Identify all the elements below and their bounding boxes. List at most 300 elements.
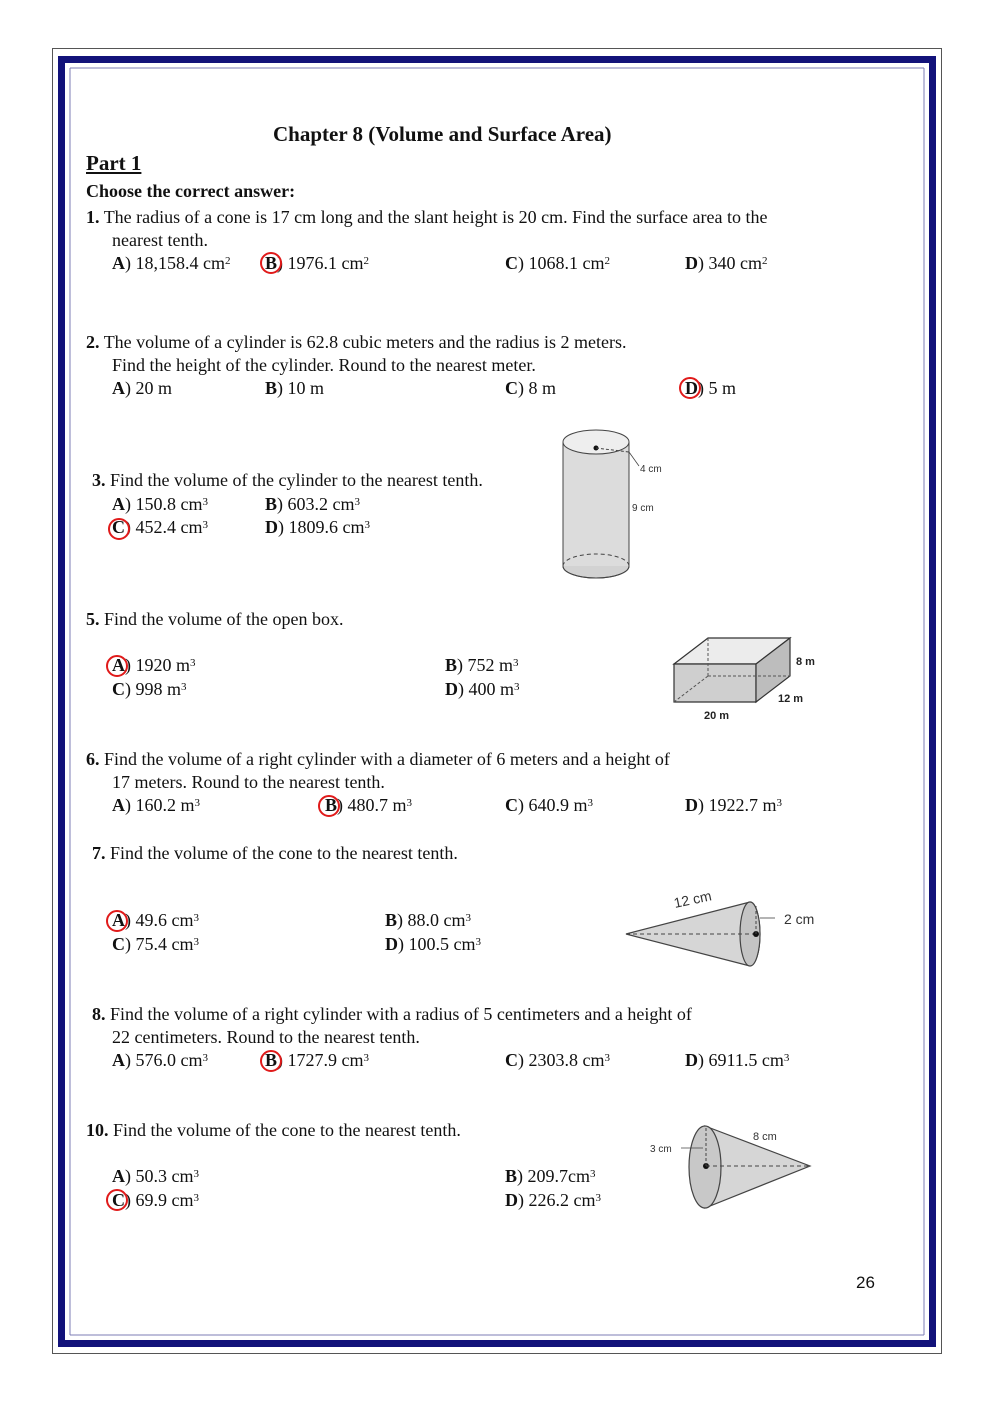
frame-tick: [58, 956, 65, 957]
frame-tick: [688, 56, 689, 63]
open-box-figure: [668, 632, 828, 726]
option-a[interactable]: A) 150.8 $cm^3$: [112, 494, 208, 514]
frame-tick: [929, 86, 936, 87]
frame-tick: [929, 926, 936, 927]
option-d[interactable]: D) 1809.6 $cm^3$: [265, 517, 370, 537]
frame-tick: [929, 596, 936, 597]
option-value: 340 cm: [708, 253, 762, 273]
frame-tick: [58, 1046, 65, 1047]
option-value: 452.4 cm: [135, 517, 203, 537]
option-b[interactable]: B) 1727.9 $cm^3$: [265, 1050, 370, 1070]
option-letter: B: [385, 910, 398, 930]
frame-tick: [418, 1340, 419, 1347]
frame-tick: [718, 56, 719, 63]
option-exponent: 3: [364, 519, 370, 531]
instructions: Choose the correct answer:: [86, 181, 296, 201]
option-c[interactable]: C) 2303.8 $cm^3$: [505, 1050, 610, 1070]
frame-tick: [929, 296, 936, 297]
option-value: 226.2 cm: [528, 1190, 596, 1210]
frame-tick: [58, 386, 65, 387]
frame-tick: [58, 1226, 65, 1227]
option-letter: A: [112, 910, 125, 930]
frame-tick: [268, 56, 269, 63]
question-number: 1.: [86, 207, 100, 227]
option-exponent: 3: [193, 1168, 199, 1180]
frame-tick: [148, 56, 149, 63]
option-d[interactable]: D) 6911.5 $cm^3$: [685, 1050, 790, 1070]
frame-tick: [58, 1136, 65, 1137]
option-value: 2303.8 cm: [528, 1050, 605, 1070]
frame-tick: [478, 1340, 479, 1347]
option-exponent: 2: [604, 255, 610, 267]
question-2: [86, 331, 627, 353]
frame-tick: [868, 1340, 869, 1347]
option-b[interactable]: B) 1976.1 $cm^2$: [265, 253, 370, 273]
frame-tick: [328, 1340, 329, 1347]
frame-tick: [58, 86, 65, 87]
option-letter: D: [505, 1190, 518, 1210]
question-text: Find the volume of the cylinder to the nearest tenth.: [110, 470, 483, 490]
option-b[interactable]: B) 10 m: [265, 378, 325, 398]
part-heading: Part 1: [86, 151, 142, 175]
frame-tick: [538, 1340, 539, 1347]
box-height-label: 8 m: [796, 656, 815, 668]
frame-tick: [58, 596, 65, 597]
box-depth-label: 12 m: [778, 693, 804, 705]
option-value: 1727.9 cm: [287, 1050, 364, 1070]
option-c[interactable]: C) 1068.1 $cm^2$: [505, 253, 610, 273]
option-exponent: 3: [587, 797, 594, 809]
option-value: 576.0 cm: [135, 1050, 203, 1070]
option-value: 1809.6 cm: [288, 517, 365, 537]
frame-tick: [58, 806, 65, 807]
page-title: Chapter 8 (Volume and Surface Area): [273, 122, 612, 146]
frame-tick: [448, 56, 449, 63]
frame-tick: [508, 1340, 509, 1347]
option-d[interactable]: D) 340 $cm^2$: [685, 253, 768, 273]
option-letter: D: [385, 934, 398, 954]
option-exponent: 3: [202, 519, 208, 531]
frame-tick: [929, 686, 936, 687]
frame-tick: [208, 56, 209, 63]
frame-tick: [58, 686, 65, 687]
option-exponent: 3: [776, 797, 783, 809]
question-number: 2.: [86, 332, 100, 352]
frame-tick: [58, 866, 65, 867]
option-value: 69.9 cm: [135, 1190, 194, 1210]
frame-tick: [58, 986, 65, 987]
answer-circle: [318, 795, 340, 817]
frame-tick: [118, 56, 119, 63]
option-value: 752 m: [467, 655, 514, 675]
option-value: 75.4 cm: [135, 934, 194, 954]
option-letter: C: [505, 795, 518, 815]
answer-circle: [106, 655, 128, 677]
frame-tick: [478, 56, 479, 63]
box-width-label: 20 m: [704, 710, 730, 722]
question-number: 8.: [92, 1004, 106, 1024]
option-exponent: 3: [202, 496, 208, 508]
frame-tick: [58, 416, 65, 417]
option-a[interactable]: A) 20 m: [112, 378, 173, 398]
frame-tick: [388, 56, 389, 63]
frame-tick: [178, 1340, 179, 1347]
option-exponent: 3: [194, 797, 201, 809]
question-number: 3.: [92, 470, 106, 490]
option-exponent: 3: [193, 936, 199, 948]
option-value: 8 m: [528, 378, 557, 398]
question-text: Find the volume of a right cylinder with a diameter of 6 meters and a height of: [104, 749, 670, 769]
frame-tick: [358, 1340, 359, 1347]
question-text: Find the volume of a right cylinder with a radius of 5 centimeters and a height of: [110, 1004, 692, 1024]
frame-tick: [929, 1256, 936, 1257]
frame-tick: [929, 566, 936, 567]
option-exponent: 3: [354, 496, 361, 508]
frame-tick: [929, 956, 936, 957]
option-exponent: 3: [202, 1052, 208, 1064]
frame-tick: [88, 1340, 89, 1347]
frame-tick: [58, 296, 65, 297]
frame-tick: [929, 806, 936, 807]
option-letter: D: [685, 253, 698, 273]
option-exponent: 3: [363, 1052, 370, 1064]
option-letter: C: [112, 517, 125, 537]
frame-tick: [929, 506, 936, 507]
frame-tick: [808, 1340, 809, 1347]
frame-tick: [58, 476, 65, 477]
frame-tick: [929, 866, 936, 867]
frame-tick: [58, 506, 65, 507]
option-a[interactable]: A) 1920 $m^3$: [112, 655, 196, 675]
option-exponent: 3: [190, 657, 196, 669]
frame-tick: [538, 56, 539, 63]
option-letter: D: [265, 517, 278, 537]
frame-tick: [898, 1340, 899, 1347]
option-value: 20 m: [135, 378, 173, 398]
option-letter: C: [112, 1190, 125, 1210]
option-value: 6911.5 cm: [708, 1050, 784, 1070]
option-value: 1922.7 m: [708, 795, 777, 815]
question-number: 6.: [86, 749, 100, 769]
option-value: 5 m: [708, 378, 737, 398]
frame-tick: [658, 56, 659, 63]
option-value: 49.6 cm: [135, 910, 194, 930]
option-exponent: 3: [514, 681, 520, 693]
option-exponent: 3: [406, 797, 413, 809]
frame-tick: [58, 656, 65, 657]
option-c[interactable]: C) 75.4 $cm^3$: [112, 934, 199, 954]
frame-tick: [929, 116, 936, 117]
option-letter: C: [505, 253, 518, 273]
frame-tick: [58, 1166, 65, 1167]
option-d[interactable]: D) 226.2 $cm^3$: [505, 1190, 601, 1210]
option-value: 100.5 cm: [408, 934, 476, 954]
frame-tick: [929, 206, 936, 207]
frame-tick: [358, 56, 359, 63]
option-exponent: 3: [193, 912, 199, 924]
option-value: 998 m: [135, 679, 182, 699]
question-3: [92, 469, 483, 491]
frame-tick: [929, 836, 936, 837]
option-exponent: 2: [363, 255, 370, 267]
frame-tick: [58, 176, 65, 177]
frame-tick: [58, 266, 65, 267]
option-letter: A: [112, 378, 125, 398]
frame-tick: [929, 176, 936, 177]
option-letter: D: [445, 679, 458, 699]
page-number: 26: [856, 1273, 875, 1292]
option-a[interactable]: A) 18,158.4 $cm^2$: [112, 253, 231, 273]
answer-circle: [679, 377, 701, 399]
option-exponent: 3: [181, 681, 187, 693]
option-letter: B: [265, 494, 278, 514]
frame-tick: [929, 266, 936, 267]
option-a[interactable]: A) 49.6 $cm^3$: [112, 910, 199, 930]
option-letter: B: [445, 655, 458, 675]
option-exponent: 3: [465, 912, 472, 924]
option-value: 400 m: [468, 679, 515, 699]
frame-tick: [929, 896, 936, 897]
frame-tick: [58, 926, 65, 927]
frame-tick: [688, 1340, 689, 1347]
frame-tick: [58, 1016, 65, 1017]
option-letter: C: [112, 679, 125, 699]
question-5: [86, 608, 343, 630]
frame-tick: [568, 56, 569, 63]
frame-tick: [238, 1340, 239, 1347]
frame-tick: [448, 1340, 449, 1347]
cone-slant-label: 12 cm: [672, 887, 713, 911]
frame-tick: [148, 1340, 149, 1347]
frame-tick: [58, 1286, 65, 1287]
cone-radius-label: 2 cm: [784, 911, 815, 927]
cylinder-height-label: 9 cm: [632, 503, 654, 514]
option-value: 10 m: [287, 378, 325, 398]
frame-tick: [268, 1340, 269, 1347]
option-letter: D: [685, 378, 698, 398]
question-text: Find the volume of the cone to the nearest tenth.: [113, 1120, 461, 1140]
question-text-cont: 22 centimeters. Round to the nearest tenth.: [112, 1027, 420, 1047]
frame-tick: [58, 626, 65, 627]
option-c[interactable]: C) 8 m: [505, 378, 557, 398]
answer-circle: [260, 1050, 282, 1072]
frame-tick: [778, 1340, 779, 1347]
option-letter: A: [112, 1050, 125, 1070]
frame-tick: [88, 56, 89, 63]
frame-tick: [838, 56, 839, 63]
option-a[interactable]: A) 576.0 $cm^3$: [112, 1050, 208, 1070]
cone-figure-horizontal: [620, 884, 830, 972]
option-d[interactable]: D) 1922.7 $m^3$: [685, 795, 783, 815]
question-text-cont: nearest tenth.: [112, 230, 208, 250]
option-c[interactable]: C) 998 $m^3$: [112, 679, 187, 699]
frame-tick: [929, 1316, 936, 1317]
frame-tick: [658, 1340, 659, 1347]
frame-tick: [58, 1106, 65, 1107]
option-a[interactable]: A) 50.3 $cm^3$: [112, 1166, 199, 1186]
option-letter: B: [265, 1050, 278, 1070]
frame-tick: [929, 746, 936, 747]
frame-tick: [838, 1340, 839, 1347]
option-exponent: 3: [193, 1192, 199, 1204]
option-exponent: 2: [762, 255, 768, 267]
option-letter: C: [112, 934, 125, 954]
answer-circle: [106, 910, 128, 932]
frame-tick: [929, 1046, 936, 1047]
frame-tick: [58, 1076, 65, 1077]
option-exponent: 3: [513, 657, 519, 669]
option-value: 640.9 m: [528, 795, 588, 815]
option-c[interactable]: C) 452.4 $cm^3$: [112, 517, 208, 537]
option-value: 480.7 m: [347, 795, 407, 815]
frame-tick: [58, 536, 65, 537]
frame-tick: [388, 1340, 389, 1347]
frame-tick: [748, 56, 749, 63]
frame-tick: [238, 56, 239, 63]
option-letter: A: [112, 253, 125, 273]
question-text: Find the volume of the cone to the nearest tenth.: [110, 843, 458, 863]
answer-circle: [260, 252, 282, 274]
frame-tick: [929, 236, 936, 237]
question-text-cont: 17 meters. Round to the nearest tenth.: [112, 772, 385, 792]
option-letter: C: [505, 1050, 518, 1070]
frame-tick: [58, 146, 65, 147]
frame-tick: [328, 56, 329, 63]
option-exponent: 3: [595, 1192, 601, 1204]
option-letter: B: [265, 378, 278, 398]
frame-tick: [929, 1166, 936, 1167]
frame-tick: [58, 1256, 65, 1257]
frame-tick: [929, 1136, 936, 1137]
frame-tick: [508, 56, 509, 63]
option-b[interactable]: B) 603.2 $cm^3$: [265, 494, 361, 514]
option-value: 1068.1 cm: [528, 253, 605, 273]
frame-tick: [628, 1340, 629, 1347]
option-a[interactable]: A) 160.2 $m^3$: [112, 795, 201, 815]
frame-tick: [568, 1340, 569, 1347]
answer-circle: [108, 518, 130, 540]
frame-tick: [298, 1340, 299, 1347]
question-text: Find the volume of the open box.: [104, 609, 344, 629]
frame-tick: [58, 776, 65, 777]
option-b[interactable]: B) $209.7cm^3$: [505, 1166, 596, 1186]
option-exponent: 3: [590, 1168, 596, 1180]
option-b[interactable]: B) 480.7 $m^3$: [325, 795, 413, 815]
frame-tick: [929, 476, 936, 477]
frame-tick: [58, 206, 65, 207]
option-c[interactable]: C) 69.9 $cm^3$: [112, 1190, 199, 1210]
option-d[interactable]: D) 5 m: [685, 378, 737, 398]
option-value: 209.7cm: [527, 1166, 591, 1186]
option-d[interactable]: D) 100.5 $cm^3$: [385, 934, 481, 954]
frame-tick: [598, 1340, 599, 1347]
frame-tick: [898, 56, 899, 63]
cylinder-figure: [555, 428, 675, 588]
question-10: [86, 1119, 461, 1141]
frame-tick: [929, 326, 936, 327]
option-letter: D: [685, 795, 698, 815]
frame-tick: [58, 446, 65, 447]
frame-tick: [58, 746, 65, 747]
frame-tick: [58, 116, 65, 117]
frame-tick: [208, 1340, 209, 1347]
option-letter: B: [325, 795, 338, 815]
question-number: 10.: [86, 1120, 109, 1140]
frame-tick: [929, 446, 936, 447]
frame-tick: [58, 356, 65, 357]
option-b[interactable]: B) 752 $m^3$: [445, 655, 519, 675]
frame-tick: [58, 326, 65, 327]
frame-tick: [598, 56, 599, 63]
frame-tick: [929, 356, 936, 357]
option-d[interactable]: D) 400 $m^3$: [445, 679, 520, 699]
option-letter: A: [112, 655, 125, 675]
frame-tick: [628, 56, 629, 63]
option-letter: A: [112, 1166, 125, 1186]
option-letter: B: [265, 253, 278, 273]
option-value: 1976.1 cm: [287, 253, 364, 273]
frame-tick: [929, 986, 936, 987]
option-b[interactable]: B) 88.0 $cm^3$: [385, 910, 472, 930]
option-exponent: 2: [225, 255, 231, 267]
frame-tick: [929, 1196, 936, 1197]
frame-tick: [929, 146, 936, 147]
frame-tick: [929, 1286, 936, 1287]
cylinder-radius-label: 4 cm: [640, 464, 662, 475]
option-letter: B: [505, 1166, 518, 1186]
frame-tick: [58, 716, 65, 717]
question-6: [86, 748, 670, 770]
frame-tick: [868, 56, 869, 63]
option-exponent: 3: [475, 936, 481, 948]
frame-tick: [718, 1340, 719, 1347]
option-c[interactable]: C) 640.9 $m^3$: [505, 795, 594, 815]
frame-tick: [929, 656, 936, 657]
frame-tick: [778, 56, 779, 63]
frame-tick: [929, 776, 936, 777]
frame-tick: [58, 1316, 65, 1317]
option-value: 160.2 m: [135, 795, 195, 815]
option-letter: C: [505, 378, 518, 398]
frame-tick: [58, 836, 65, 837]
frame-tick: [929, 1016, 936, 1017]
frame-tick: [418, 56, 419, 63]
option-letter: A: [112, 494, 125, 514]
frame-tick: [58, 1196, 65, 1197]
frame-tick: [929, 416, 936, 417]
frame-tick: [929, 626, 936, 627]
cone-radius-label: 3 cm: [650, 1144, 672, 1155]
frame-tick: [929, 386, 936, 387]
frame-tick: [929, 716, 936, 717]
frame-tick: [118, 1340, 119, 1347]
option-letter: D: [685, 1050, 698, 1070]
frame-tick: [58, 236, 65, 237]
answer-circle: [106, 1189, 128, 1211]
frame-tick: [748, 1340, 749, 1347]
option-exponent: 3: [783, 1052, 790, 1064]
question-8: [92, 1003, 692, 1025]
frame-tick: [929, 1106, 936, 1107]
frame-tick: [929, 536, 936, 537]
question-text-cont: Find the height of the cylinder. Round to the nearest meter.: [112, 355, 536, 375]
cone-figure-tipped: [645, 1122, 820, 1214]
question-text: The volume of a cylinder is 62.8 cubic meters and the radius is 2 meters.: [103, 332, 627, 352]
question-text: The radius of a cone is 17 cm long and the slant height is 20 cm. Find the surface area to the: [103, 207, 768, 227]
frame-tick: [58, 566, 65, 567]
frame-tick: [808, 56, 809, 63]
option-value: 50.3 cm: [135, 1166, 194, 1186]
